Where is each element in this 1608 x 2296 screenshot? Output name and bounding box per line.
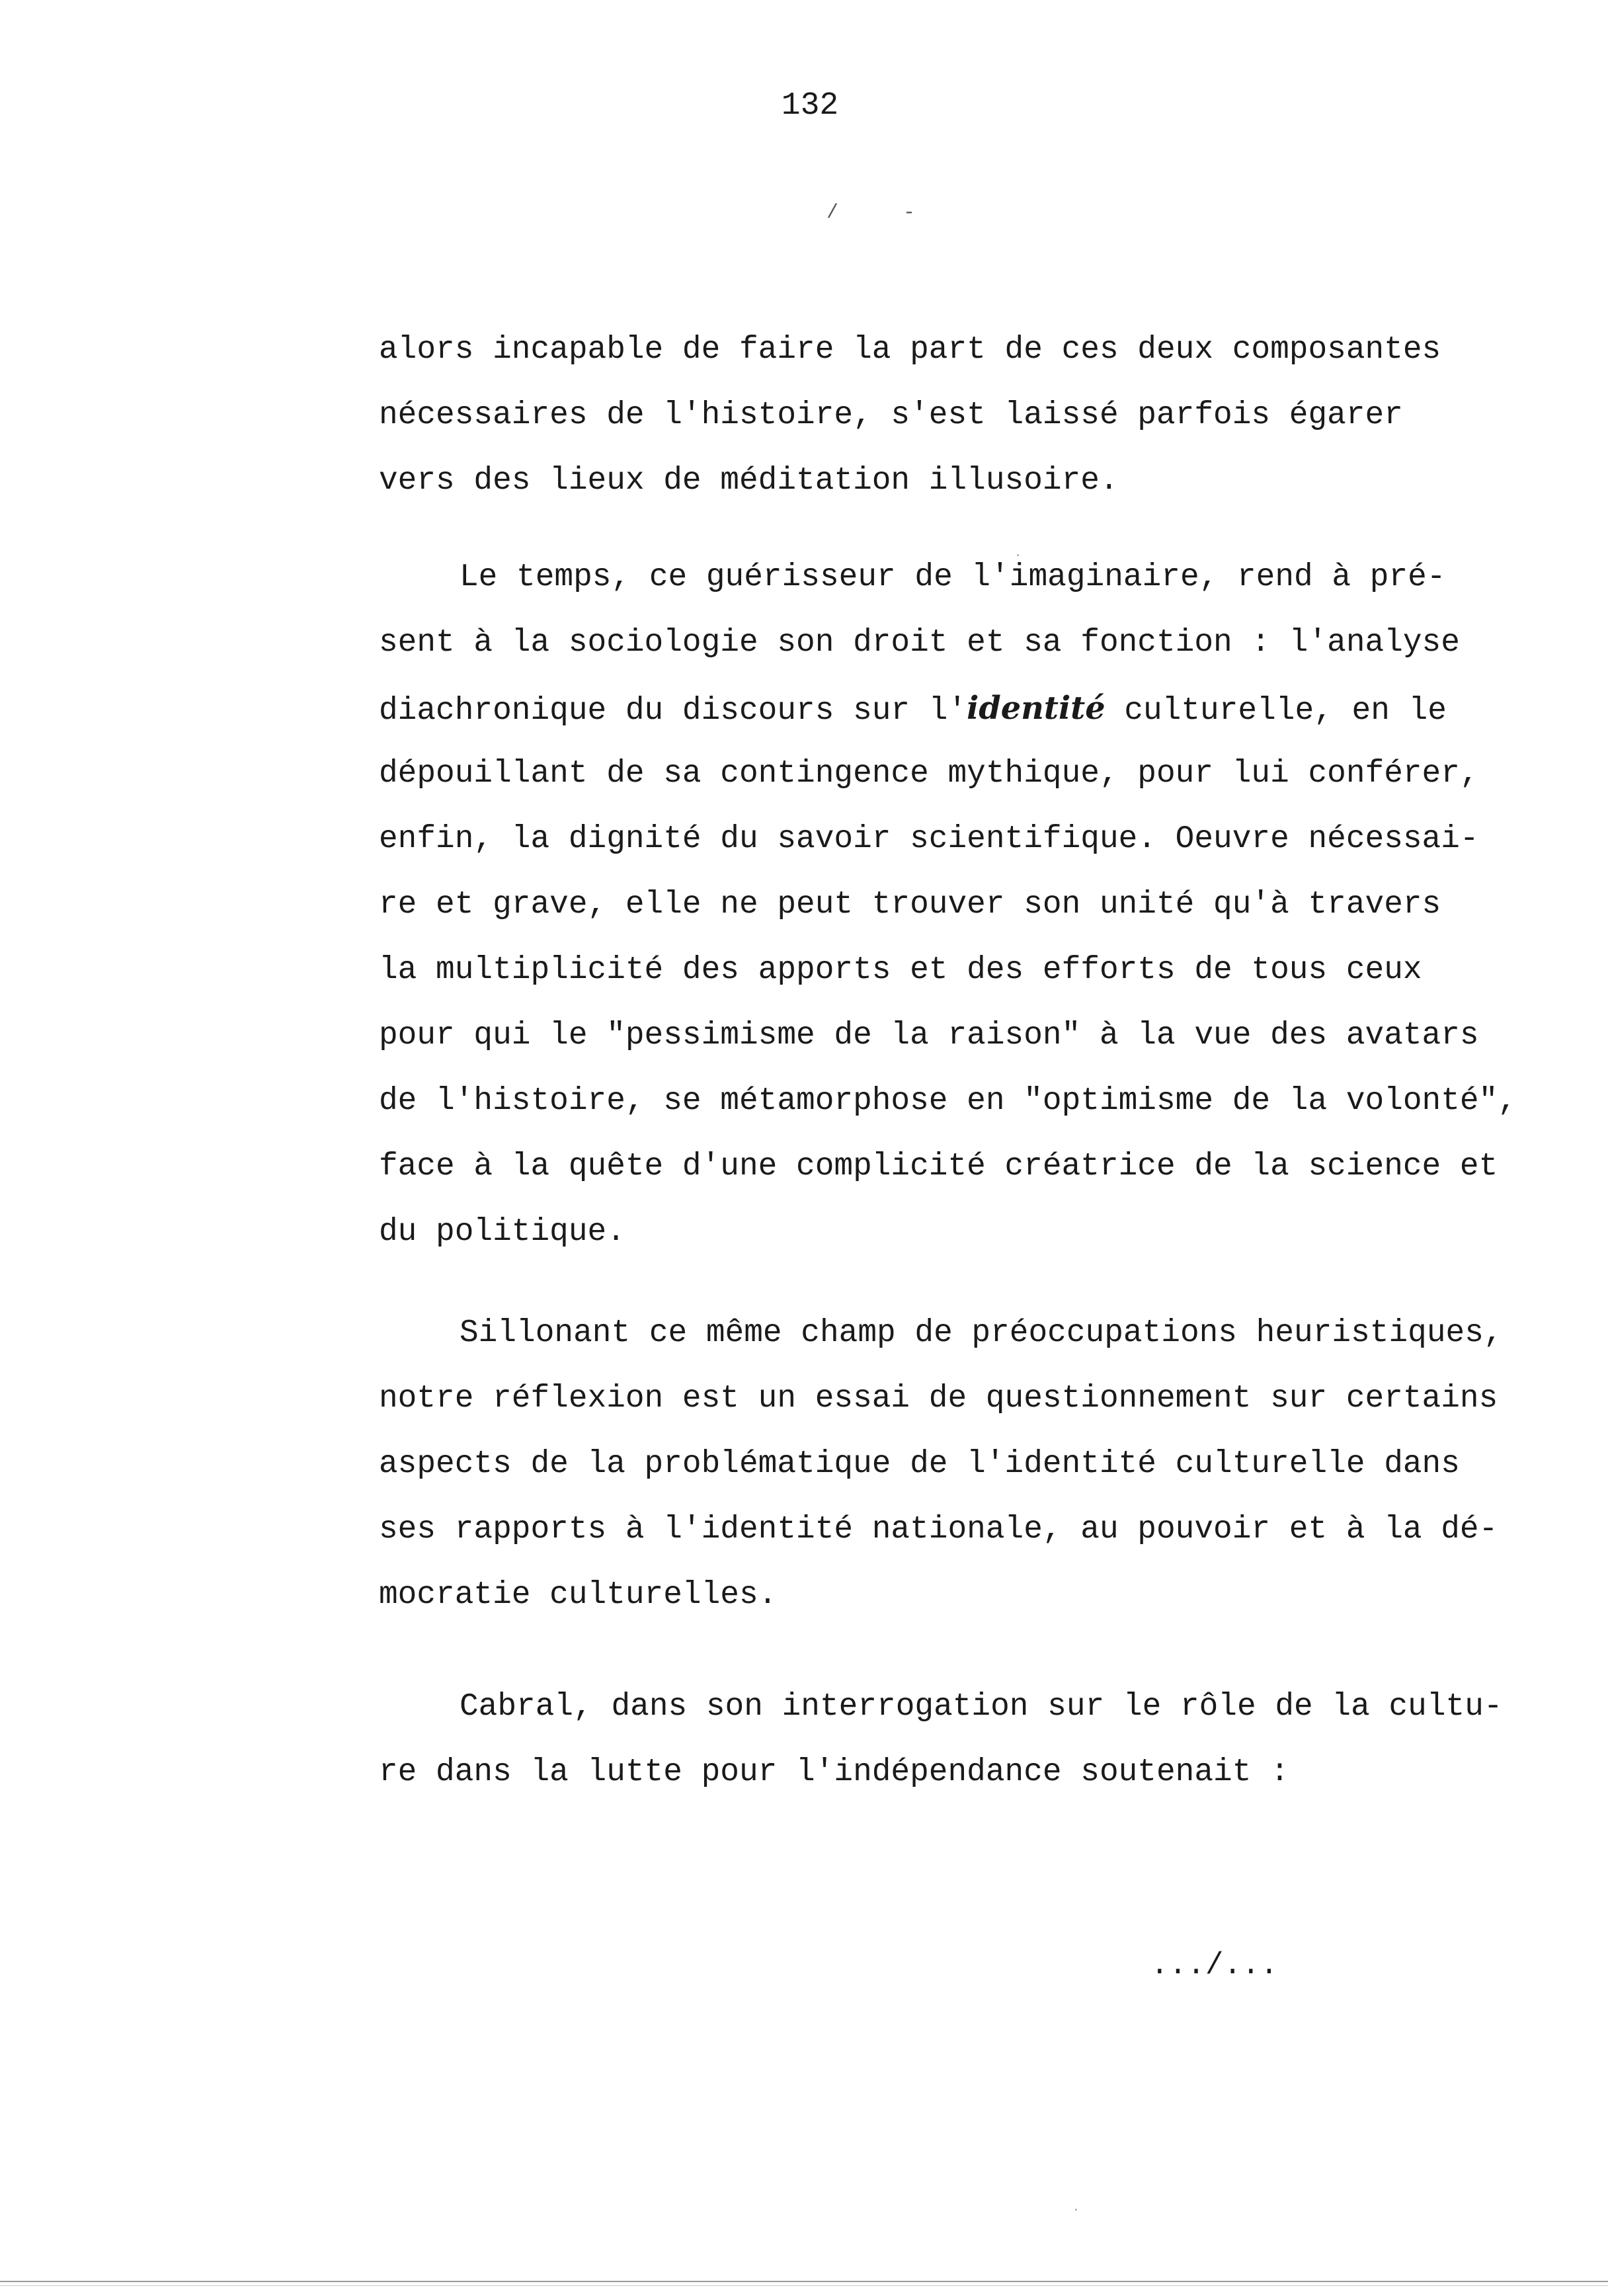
text-line: Sillonant ce même champ de préoccupations heuristiques, xyxy=(460,1315,1503,1351)
text-line: aspects de la problématique de l'identité culturelle dans xyxy=(379,1446,1460,1482)
paragraph-4 xyxy=(379,1674,1589,1805)
text-line: pour qui le "pessimisme de la raison" à la vue des avatars xyxy=(379,1018,1479,1053)
text-line: re dans la lutte pour l'indépendance soutenait : xyxy=(379,1754,1289,1790)
text-line: notre réflexion est un essai de questionnement sur certains xyxy=(379,1381,1498,1416)
text-line: Le temps, ce guérisseur de l'imaginaire, rend à pré- xyxy=(460,559,1446,595)
text-line: re et grave, elle ne peut trouver son unité qu'à travers xyxy=(379,887,1441,922)
text-line: ses rapports à l'identité nationale, au pouvoir et à la dé- xyxy=(379,1512,1498,1547)
paragraph-3 xyxy=(379,1301,1589,1628)
page-number: 132 xyxy=(781,88,839,124)
text-segment: culturelle, en le xyxy=(1105,693,1447,729)
scan-speck xyxy=(1017,554,1019,556)
paragraph-1 xyxy=(379,317,1589,514)
paragraph-2 xyxy=(379,545,1589,1265)
text-line: nécessaires de l'histoire, s'est laissé parfois égarer xyxy=(379,397,1403,433)
scan-speck xyxy=(1075,2209,1077,2211)
text-line: sent à la sociologie son droit et sa fonction : l'analyse xyxy=(379,625,1460,661)
text-segment: diachronique du discours sur l' xyxy=(379,693,967,729)
text-line: alors incapable de faire la part de ces deux composantes xyxy=(379,332,1441,368)
scan-edge-line xyxy=(0,2285,1608,2286)
text-line: mocratie culturelles. xyxy=(379,1577,778,1613)
text-line: du politique. xyxy=(379,1214,625,1250)
handwritten-word: identité xyxy=(967,690,1106,727)
stray-mark: / - xyxy=(826,202,942,224)
text-line: de l'histoire, se métamorphose en "optimisme de la volonté", xyxy=(379,1083,1517,1119)
text-line-with-handwritten-word xyxy=(379,676,1589,741)
scan-edge-line xyxy=(0,2281,1608,2282)
continuation-marker: .../... xyxy=(1150,1948,1279,1983)
text-line: face à la quête d'une complicité créatrice de la science et xyxy=(379,1149,1498,1184)
text-line: Cabral, dans son interrogation sur le rôle de la cultu- xyxy=(460,1689,1503,1725)
text-line: enfin, la dignité du savoir scientifique. Oeuvre nécessai- xyxy=(379,821,1479,857)
text-line: dépouillant de sa contingence mythique, pour lui conférer, xyxy=(379,756,1479,792)
text-line: la multiplicité des apports et des efforts de tous ceux xyxy=(379,952,1422,988)
text-line: vers des lieux de méditation illusoire. xyxy=(379,463,1119,499)
